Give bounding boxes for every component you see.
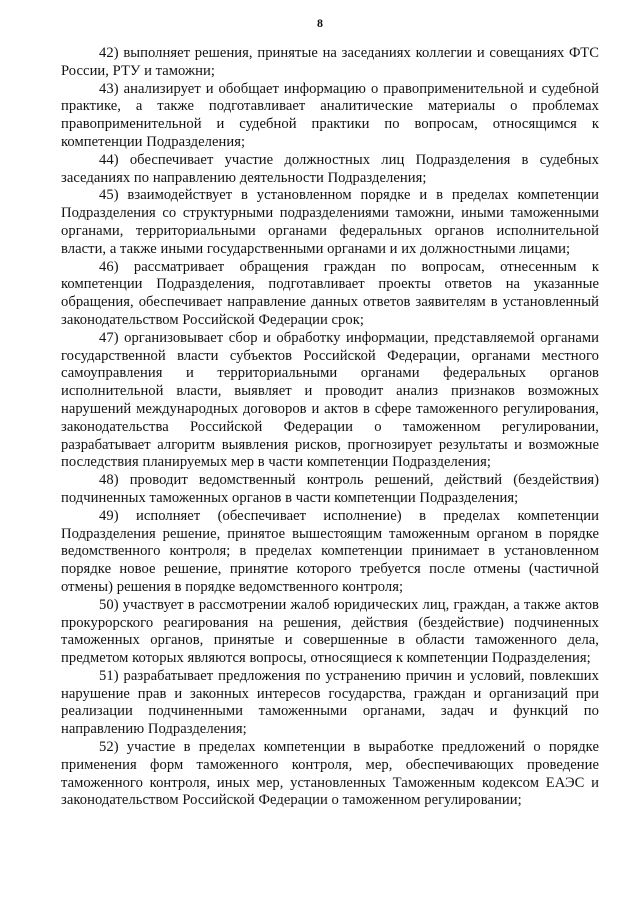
document-body — [61, 45, 599, 810]
paragraph-47: 47) организовывает сбор и обработку информации, представляемой органами государственной власти субъектов Российской Федерации, органами местного самоуправления и территориальными органами федеральных органов исполнительной власти, выявляет и проводит анализ признаков возможных нарушений международных договоров и актов в сфере таможенного регулирования, законодательства Российской Федерации о таможенном регулировании, разрабатывает алгоритм выявления рисков, прогнозирует результаты и возможные последствия планируемых мер в части компетенции Подразделения; — [61, 329, 599, 471]
paragraph-48: 48) проводит ведомственный контроль решений, действий (бездействия) подчиненных таможенных органов в части компетенции Подразделения; — [61, 472, 599, 506]
paragraph-50: 50) участвует в рассмотрении жалоб юридических лиц, граждан, а также актов прокурорского реагирования на решения, действия (бездействие) подчиненных таможенных органов, принятые и совершенные в области таможенного дела, предметом которых являются вопросы, относящиеся к компетенции Подразделения; — [61, 596, 599, 667]
paragraph-45: 45) взаимодействует в установленном порядке и в пределах компетенции Подразделения со структурными подразделениями таможни, иными таможенными органами, территориальными органами федеральных органов исполнительной власти, а также иными государственными органами и их должностными лицами; — [61, 187, 599, 257]
paragraph-52: 52) участие в пределах компетенции в выработке предложений о порядке применения форм таможенного контроля, мер, обеспечивающих проведение таможенного контроля, иных мер, установленных Таможенным кодексом ЕАЭС и законодательством Российской Федерации о таможенном регулировании; — [61, 739, 599, 809]
paragraph-44: 44) обеспечивает участие должностных лиц Подразделения в судебных заседаниях по направлению деятельности Подразделения; — [61, 151, 599, 186]
paragraph-49: 49) исполняет (обеспечивает исполнение) в пределах компетенции Подразделения решение, принятое вышестоящим таможенным органом в порядке ведомственного контроля; в пределах компетенции принимает в установленном порядке новое решение, принятие которого требуется после отмены (частичной отмены) решения в порядке ведомственного контроля; — [61, 507, 599, 595]
paragraph-43: 43) анализирует и обобщает информацию о правоприменительной и судебной практике, а также подготавливает аналитические материалы о проблемах правоприменительной и судебной практики по вопросам, относящимся к компетенции Подразделения; — [61, 80, 599, 150]
paragraph-42: 42) выполняет решения, принятые на заседаниях коллегии и совещаниях ФТС России, РТУ и таможни; — [61, 45, 599, 79]
paragraph-46: 46) рассматривает обращения граждан по вопросам, отнесенным к компетенции Подразделения, подготавливает проекты ответов на указанные обращения, обеспечивает направление данных ответов заявителям в установленный законодательством Российской Федерации срок; — [61, 258, 599, 328]
page-number: 8 — [317, 16, 323, 30]
paragraph-51: 51) разрабатывает предложения по устранению причин и условий, повлекших нарушение прав и законных интересов государства, граждан и организаций при реализации подчиненными таможенными органами, задач и функций по направлению Подразделения; — [61, 667, 599, 738]
